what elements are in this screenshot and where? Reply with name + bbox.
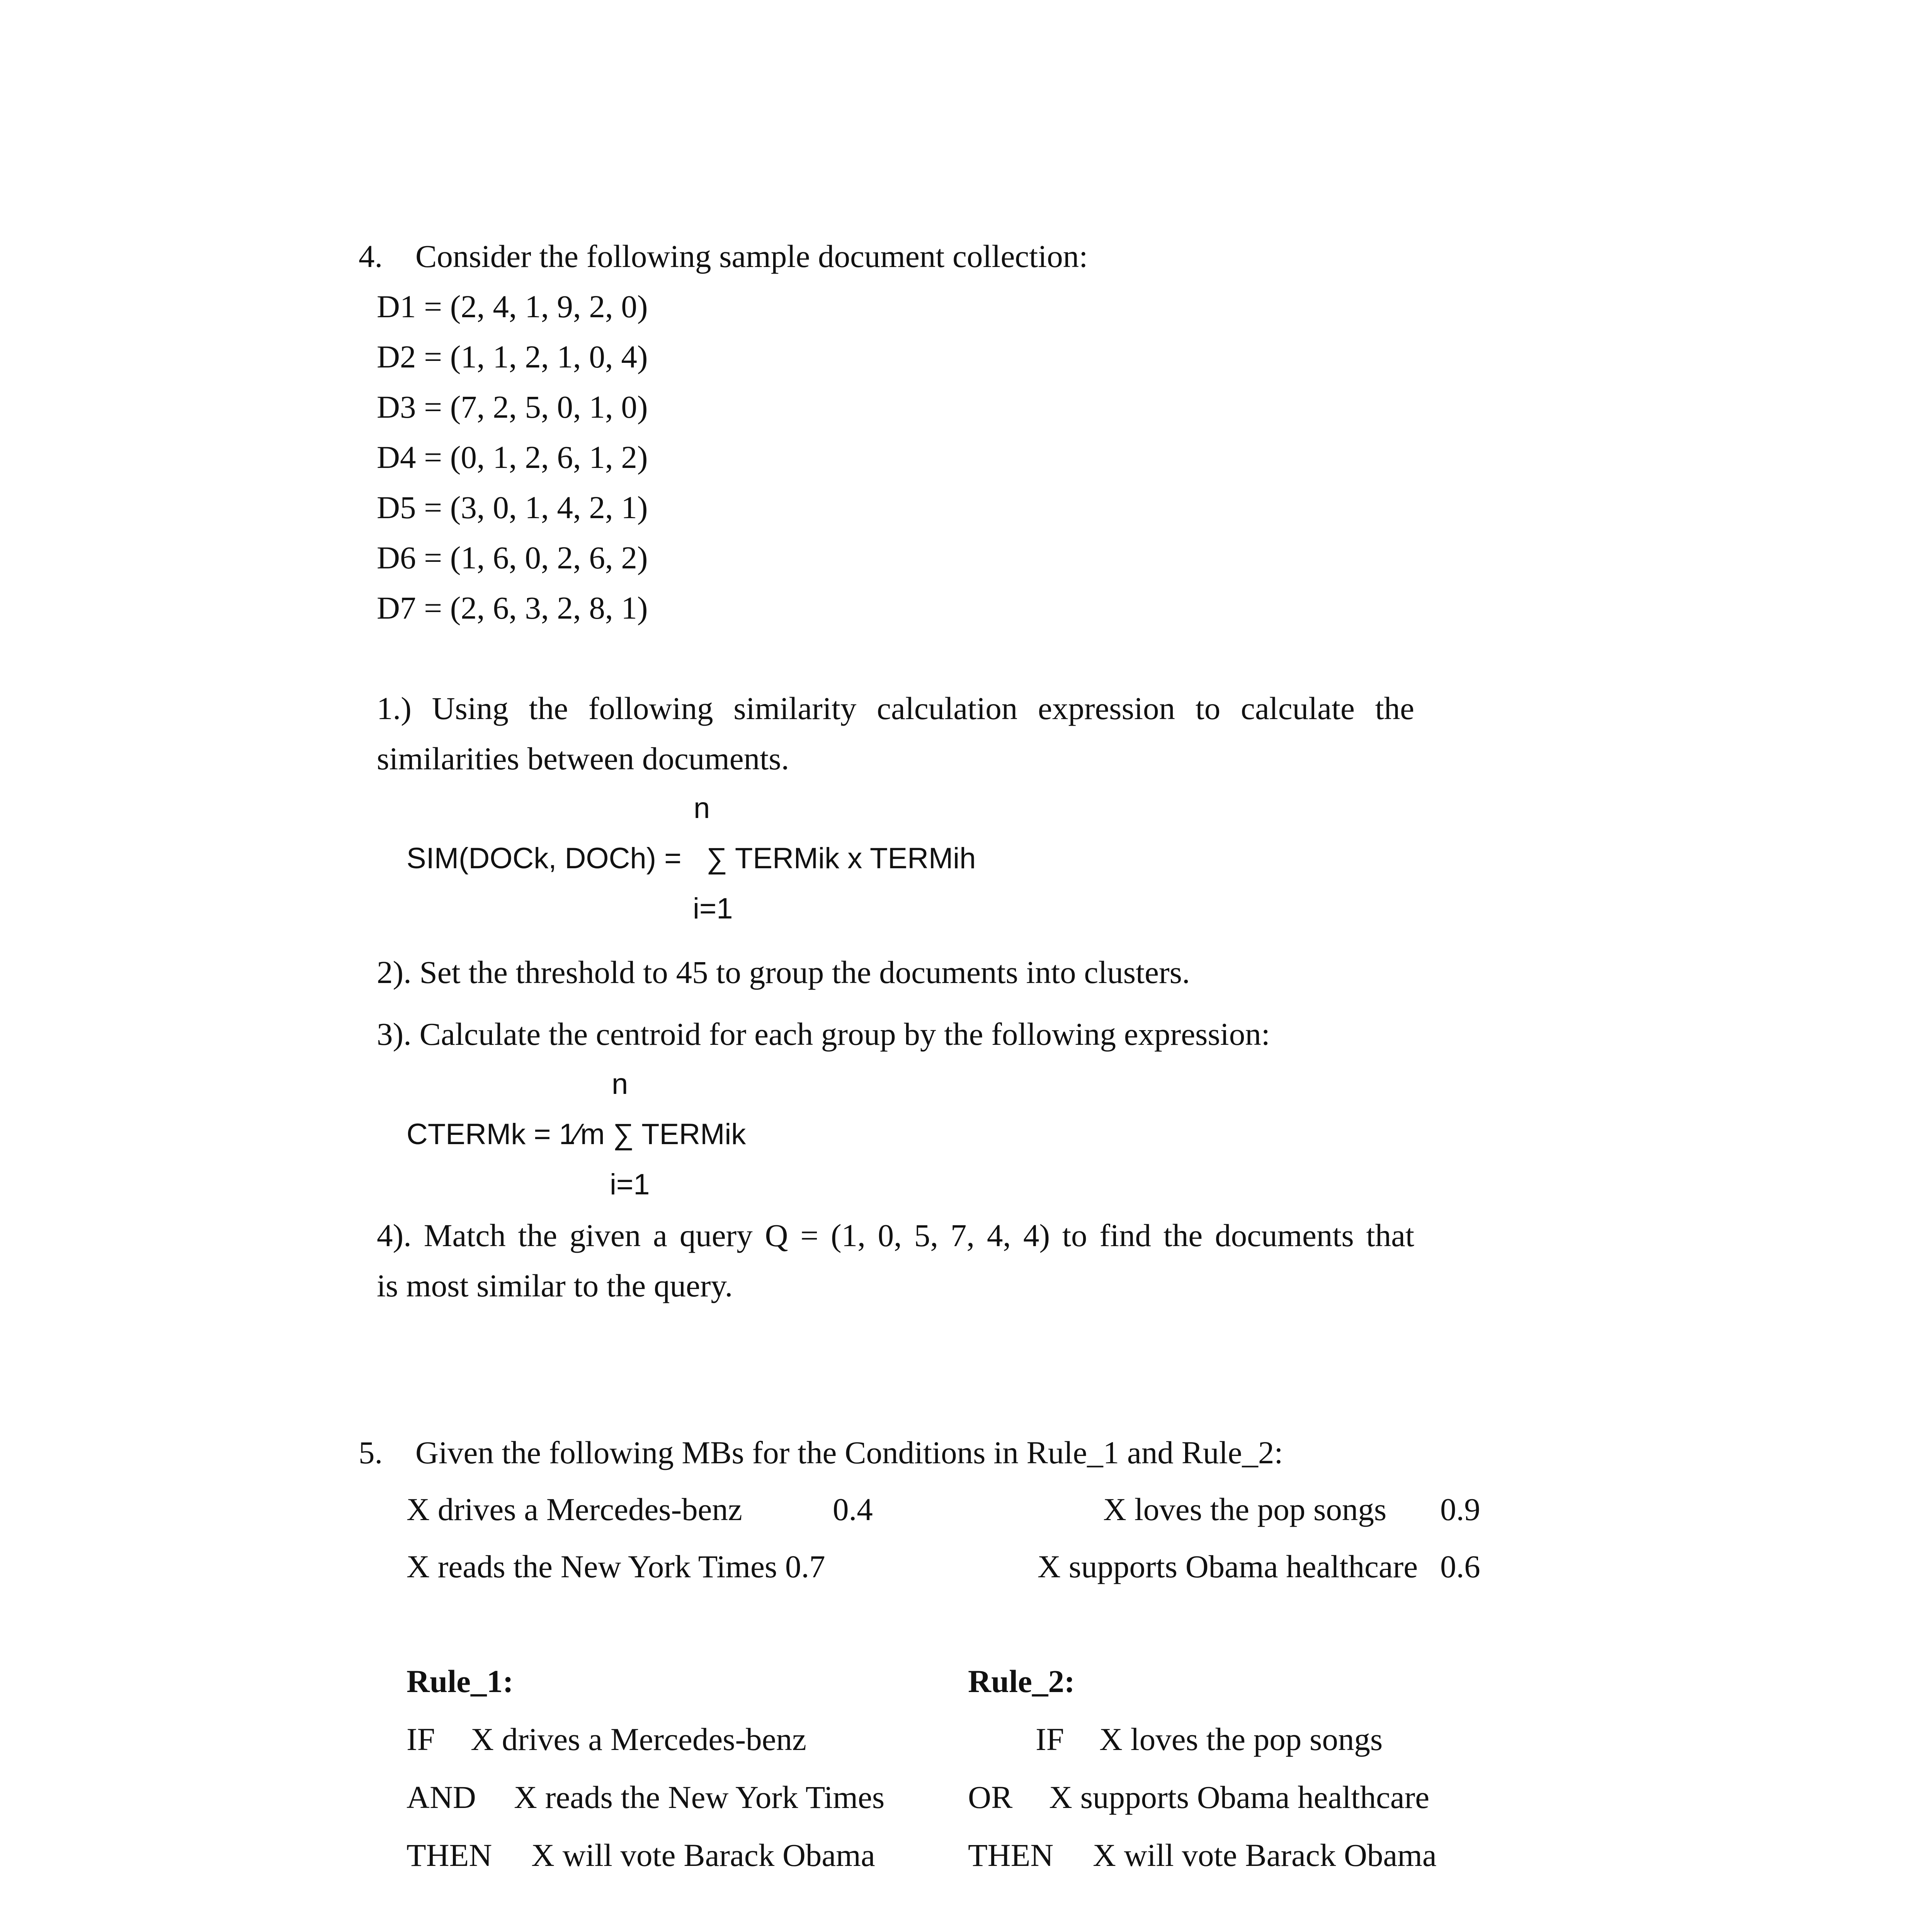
- rule2-if-condition: X loves the pop songs: [1099, 1721, 1383, 1757]
- centroid-formula-upper: n: [612, 1068, 628, 1100]
- mb-condition-obama-healthcare: X supports Obama healthcare: [1038, 1549, 1418, 1584]
- rule1-then-conclusion: X will vote Barack Obama: [531, 1837, 875, 1873]
- document-d7: D7 = (2, 6, 3, 2, 8, 1): [377, 590, 648, 626]
- rule2-or-condition: X supports Obama healthcare: [1049, 1779, 1430, 1815]
- rule2-or-keyword: OR: [968, 1779, 1013, 1815]
- rule2-if-keyword: IF: [1036, 1721, 1064, 1757]
- document-d4: D4 = (0, 1, 2, 6, 1, 2): [377, 439, 648, 475]
- rule1-if-condition: X drives a Mercedes-benz: [471, 1721, 806, 1757]
- q4-number: 4.: [359, 238, 383, 274]
- rule2-then-conclusion: X will vote Barack Obama: [1093, 1837, 1437, 1873]
- centroid-formula-expr: CTERMk = 1⁄m ∑ TERMik: [407, 1118, 746, 1151]
- sim-formula-lhs: SIM(DOCk, DOCh) =: [407, 842, 682, 875]
- q4-part4-line2: is most similar to the query.: [377, 1268, 733, 1303]
- q4-part1-line2: similarities between documents.: [377, 741, 789, 776]
- mb-condition-nytimes: X reads the New York Times 0.7: [407, 1549, 825, 1584]
- mb-value-mercedes: 0.4: [833, 1492, 873, 1527]
- rule2-title: Rule_2:: [968, 1663, 1075, 1699]
- q4-part4-line1: 4). Match the given a query Q = (1, 0, 5, 7, 4, 4) to find the documents that: [377, 1218, 1414, 1253]
- mb-value-pop-songs: 0.9: [1440, 1492, 1480, 1527]
- document-d3: D3 = (7, 2, 5, 0, 1, 0): [377, 389, 648, 425]
- rule2-then-keyword: THEN: [968, 1837, 1054, 1873]
- document-d1: D1 = (2, 4, 1, 9, 2, 0): [377, 289, 648, 324]
- q4-part3: 3). Calculate the centroid for each group by the following expression:: [377, 1016, 1270, 1052]
- sim-formula-lower: i=1: [693, 892, 733, 925]
- document-d2: D2 = (1, 1, 2, 1, 0, 4): [377, 339, 648, 374]
- q4-part2: 2). Set the threshold to 45 to group the documents into clusters.: [377, 954, 1190, 990]
- rule1-title: Rule_1:: [407, 1663, 514, 1699]
- rule1-then-keyword: THEN: [407, 1837, 492, 1873]
- document-d6: D6 = (1, 6, 0, 2, 6, 2): [377, 540, 648, 575]
- rule1-and-condition: X reads the New York Times: [514, 1779, 885, 1815]
- centroid-formula-lower: i=1: [610, 1168, 650, 1201]
- mb-value-obama-healthcare: 0.6: [1440, 1549, 1480, 1584]
- sim-formula-upper: n: [694, 792, 710, 825]
- rule1-if-keyword: IF: [407, 1721, 435, 1757]
- q5-intro: Given the following MBs for the Conditions in Rule_1 and Rule_2:: [415, 1435, 1283, 1470]
- mb-condition-pop-songs: X loves the pop songs: [1103, 1492, 1387, 1527]
- rule1-and-keyword: AND: [407, 1779, 476, 1815]
- document-d5: D5 = (3, 0, 1, 4, 2, 1): [377, 490, 648, 525]
- q4-intro: Consider the following sample document collection:: [415, 238, 1088, 274]
- q4-part1-line1: 1.) Using the following similarity calculation expression to calculate the: [377, 690, 1414, 726]
- q5-number: 5.: [359, 1435, 383, 1470]
- sim-formula-rhs: ∑ TERMik x TERMih: [706, 842, 976, 875]
- mb-condition-mercedes: X drives a Mercedes-benz: [407, 1492, 742, 1527]
